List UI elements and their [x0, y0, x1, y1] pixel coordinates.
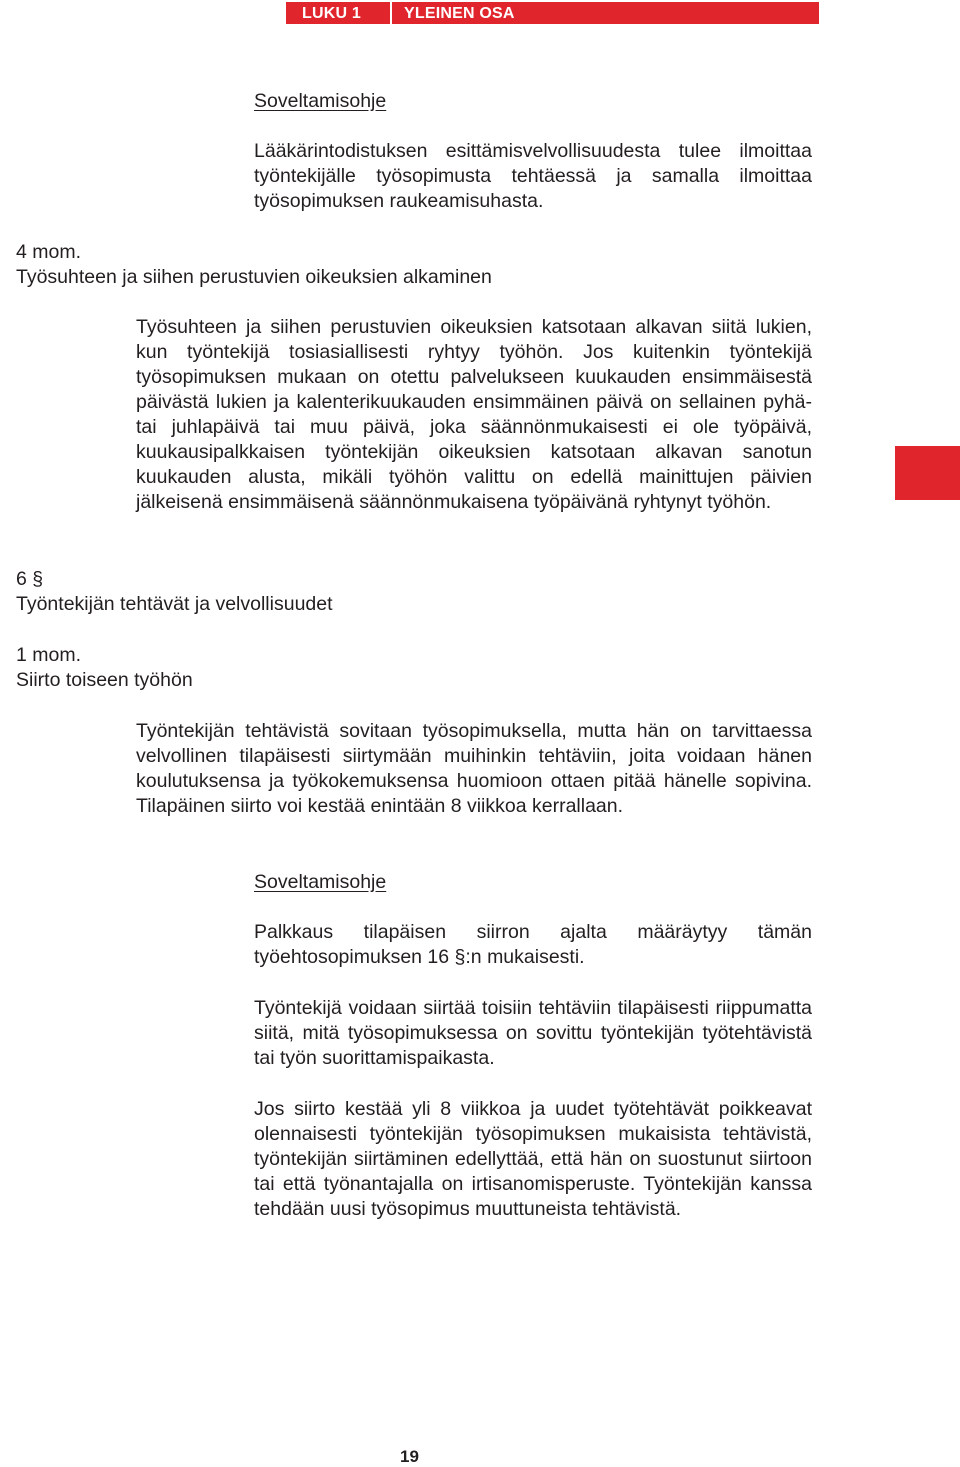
guide-heading: Soveltamisohje	[254, 871, 387, 893]
moment-label: 1 mom.	[16, 644, 82, 666]
chapter-label: LUKU 1	[302, 5, 361, 22]
guide-paragraph: Palkkaus tilapäisen siirron ajalta määräytyy tämän työehtosopimuksen 16 §:n mukaisesti.	[254, 921, 812, 968]
section-number: 6 §	[16, 568, 44, 590]
guide-paragraph: Lääkärintodistuksen esittämisvelvollisuudesta tulee ilmoittaa työntekijälle työsopimusta tehtäessä ja samalla ilmoittaa työsopimuksen raukeamisuhasta.	[254, 140, 812, 212]
chapter-side-tab	[895, 446, 960, 500]
guide-heading: Soveltamisohje	[254, 90, 387, 112]
page-number: 19	[400, 1447, 419, 1466]
chapter-header-bar	[286, 2, 819, 24]
moment-title: Siirto toiseen työhön	[16, 669, 193, 691]
moment-paragraph: Työsuhteen ja siihen perustuvien oikeuksien katsotaan alkavan siitä lukien, kun työntekijä tosiasiallisesti ryhtyy työhön. Jos kuitenkin työntekijä työsopimuksen mukaan on otettu palvelukseen kuukauden ensimmäisestä päivästä lukien ja kalenterikuukauden ensimmäinen päivä on sellainen pyhä- tai juhlapäivä tai muu päivä, joka säännönmukaisesti ei ole työpäivä, kuukausipalkkaisen työntekijän oikeuksien katsotaan alkavan sanotun kuukauden alusta, mikäli työhön valittu on edellä mainittujen päivien jälkeisenä ensimmäisenä säännönmukaisena työpäivänä ryhtynyt työhön.	[136, 316, 812, 513]
moment-paragraph: Työntekijän tehtävistä sovitaan työsopimuksella, mutta hän on tarvittaessa velvollinen tilapäisesti siirtymään muihinkin tehtäviin, joita voidaan hänen koulutuksensa ja työkokemuksensa huomioon ottaen pitää hänelle sopivina. Tilapäinen siirto voi kestää enintään 8 viikkoa kerrallaan.	[136, 720, 812, 817]
guide-paragraph: Jos siirto kestää yli 8 viikkoa ja uudet työtehtävät poikkeavat olennaisesti työntekijän työsopimuksen mukaisista tehtävistä, työntekijän siirtäminen edellyttää, että hän on suostunut siirtoon tai että työnantajalla on irtisanomisperuste. Työntekijän kanssa tehdään uusi työsopimus muuttuneista tehtävistä.	[254, 1098, 812, 1220]
section-label: YLEINEN OSA	[404, 5, 515, 22]
section-title: Työntekijän tehtävät ja velvollisuudet	[16, 593, 333, 615]
moment-label: 4 mom.	[16, 241, 82, 263]
header-divider	[390, 2, 392, 24]
guide-paragraph: Työntekijä voidaan siirtää toisiin tehtäviin tilapäisesti riippumatta siitä, mitä työsopimuksessa on sovittu työntekijän työtehtävistä tai työn suorittamispaikasta.	[254, 997, 812, 1069]
moment-title: Työsuhteen ja siihen perustuvien oikeuksien alkaminen	[16, 266, 492, 288]
